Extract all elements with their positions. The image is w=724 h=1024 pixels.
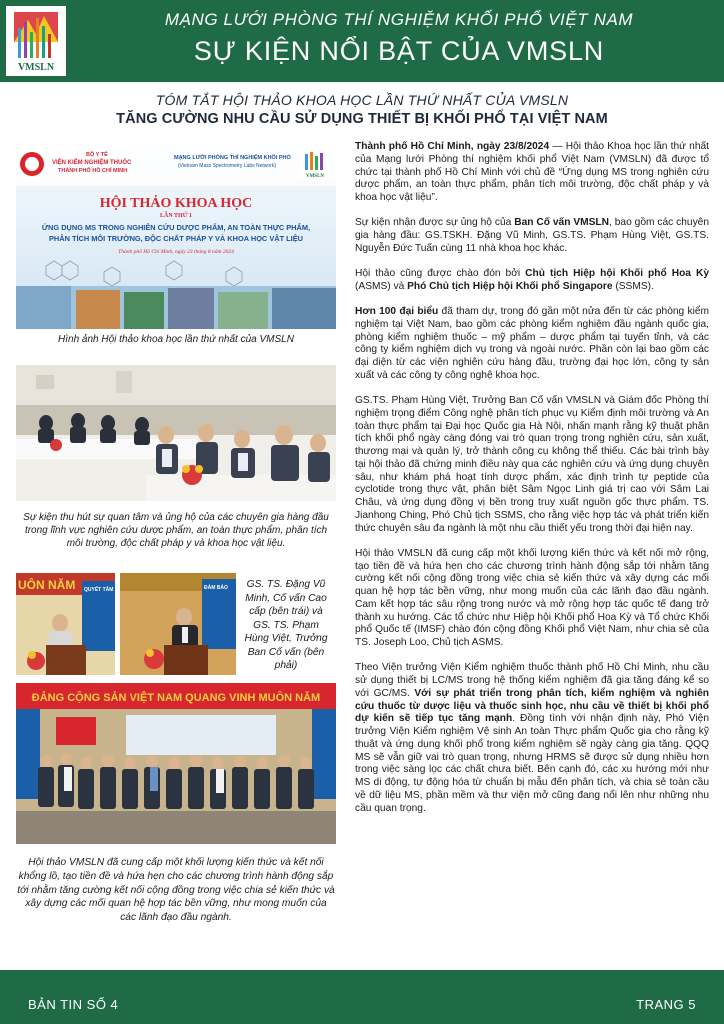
network-name: MẠNG LƯỚI PHÒNG THÍ NGHIỆM KHỐI PHỔ VIỆT NAM	[164, 10, 634, 29]
svg-text:LẦN THỨ 1: LẦN THỨ 1	[159, 213, 193, 219]
page-header	[0, 0, 724, 82]
group-scene	[16, 683, 336, 844]
svg-text:QUYẾT TÂM: QUYẾT TÂM	[84, 587, 114, 593]
paragraph-advisory-board: Sự kiện nhận được sự ủng hộ của Ban Cố vấn VMSLN, bao gồm các chuyên gia hàng đầu: GS.TSKH. Đặng Vũ Minh, GS.TS. Phạm Hùng Việt, GS.TS. Nguyễn Đức Tuấn cùng 11 nhà khoa học khác.	[355, 217, 710, 254]
svg-text:VIỆN KIỂM NGHIỆM THUỐC: VIỆN KIỂM NGHIỆM THUỐC	[52, 160, 132, 166]
paragraph-attendance: Hơn 100 đại biểu đã tham dự, trong đó gần một nửa đến từ các phòng kiểm nghiệm tại Việt Nam, bao gồm các phòng kiểm nghiệm đầu ngành quốc gia, phòng kiểm nghiệm thuốc – mỹ phẩm – dược phẩm tại tuyến tỉnh, và các công ty kiểm nghiệm dịch vụ trong và ngoài nước. Phần còn lại bao gồm các đại diện từ các viện nghiên cứu hàng đầu, trường đại học lớn, công ty sản xuất và các công ty công nghệ khoa học.	[355, 306, 709, 381]
issue-number: BẢN TIN SỐ 4	[28, 997, 119, 1012]
poster-graphic	[16, 146, 336, 329]
svg-text:THÀNH PHỐ HỒ CHÍ MINH: THÀNH PHỐ HỒ CHÍ MINH	[58, 168, 128, 174]
article-kicker: TÓM TẮT HỘI THẢO KHOA HỌC LẦN THỨ NHẤT CỦA VMSLN	[155, 92, 569, 108]
page-number: TRANG 5	[636, 997, 696, 1012]
speaker-photo-left	[16, 573, 115, 675]
svg-text:BỘ Y TẾ: BỘ Y TẾ	[86, 152, 108, 158]
article-body	[355, 141, 709, 828]
svg-text:VMSLN: VMSLN	[17, 62, 55, 73]
caption-audience: Sự kiện thu hút sự quan tâm và ủng hộ của các chuyên gia hàng đầu trong lĩnh vực nghiên cứu dược phẩm, an toàn thực phẩm, phân tích môi trường, độc chất pháp y và khoa học vật liệu.	[23, 512, 329, 549]
vmsln-logo-icon	[6, 6, 66, 76]
audience-photo	[16, 365, 336, 501]
svg-text:PHÂN TÍCH MÔI TRƯỜNG, ĐỘC CHẤT: PHÂN TÍCH MÔI TRƯỜNG, ĐỘC CHẤT PHÁP Y VÀ KHOA HỌC VẬT LIỆU	[48, 234, 304, 243]
article-heading	[10, 92, 714, 127]
svg-text:ĐẢNG CỘNG SẢN VIỆT NAM QUANG V: ĐẢNG CỘNG SẢN VIỆT NAM QUANG VINH MUÔN NĂM	[31, 692, 321, 704]
paragraph-intro: Thành phố Hồ Chí Minh, ngày 23/8/2024 — Hội thảo Khoa học lần thứ nhất của Mạng lưới Phòng thí nghiệm khối phổ Việt Nam (VMSLN) đã được tổ chức tại thành phố Hồ Chí Minh với chủ đề “Ứng dụng MS trong nghiên cứu dược phẩm, an toàn thực phẩm, phân tích môi trường, độc chất pháp y và khoa học vật liệu”.	[355, 141, 709, 203]
caption-poster: Hình ảnh Hội thảo khoa học lần thứ nhất của VMSLN	[58, 334, 294, 345]
svg-text:ỨNG DỤNG MS TRONG NGHIÊN CỨU D: ỨNG DỤNG MS TRONG NGHIÊN CỨU DƯỢC PHẨM, AN TOÀN THỰC PHẨM,	[41, 223, 311, 232]
caption-speakers: GS. TS. Đặng Vũ Minh, Cố vấn Cao cấp (bên trái) và GS. TS. Phạm Hùng Việt, Trưởng Ban Cố vấn (bên phải)	[244, 579, 328, 671]
svg-text:Thành phố Hồ Chí Minh, ngày 23: Thành phố Hồ Chí Minh, ngày 23 tháng 8 năm 2024	[118, 249, 234, 255]
caption-group: Hội thảo VMSLN đã cung cấp một khối lượng kiến thức và kết nối khổng lồ, tạo tiền đề và hứa hẹn cho các chương trình hành động sắp tới nhằm tăng cường kết nối cộng đồng trong việc chia sẻ kiến thức và xây dựng các mối quan hệ hợp tác bền vững, như mong muốn của các lãnh đạo đầu ngành.	[17, 857, 335, 924]
page-footer	[0, 970, 724, 1024]
svg-text:MẠNG LƯỚI PHÒNG THÍ NGHIỆM KHỐ: MẠNG LƯỚI PHÒNG THÍ NGHIỆM KHỐI PHỔ	[174, 155, 291, 161]
speaker-photo-right	[120, 573, 236, 675]
speaker-left-scene	[16, 573, 115, 675]
paragraph-guests: Hội thảo cũng được chào đón bởi Chủ tịch Hiệp hội Khối phổ Hoa Kỳ (ASMS) và Phó Chủ tịch Hiệp hội Khối phổ Singapore (SSMS).	[355, 268, 709, 292]
article-title: TĂNG CƯỜNG NHU CẦU SỬ DỤNG THIẾT BỊ KHỐI PHỔ TẠI VIỆT NAM	[116, 111, 608, 127]
svg-text:(Vietnam Mass Spectrometry Lab: (Vietnam Mass Spectrometry Labs Network)	[178, 163, 276, 169]
group-photo	[16, 683, 336, 844]
speaker-right-scene	[120, 573, 236, 675]
paragraph-demand: Theo Viện trưởng Viện Kiểm nghiệm thuốc thành phố Hồ Chí Minh, nhu cầu sử dụng thiết bị LC/MS trong hệ thống kiểm nghiệm đã gia tăng đáng kể so với GC/MS. Với sự phát triển trong phân tích, kiểm nghiệm và nghiên cứu thuốc từ dược liệu và thuốc sinh học, nhu cầu về thiết bị khối phổ dự kiến sẽ tiếp tục tăng mạnh. Đồng tình với nhận định này, Phó Viện trưởng Viện Kiểm nghiệm Vệ sinh An toàn Thực phẩm Quốc gia cho rằng kỹ thuật và ứng dụng khối phổ trong kiểm nghiệm sẽ ngày càng gia tăng. QQQ MS sẽ vẫn giữ vai trò quan trọng, nhưng HRMS sẽ được sử dụng nhiều hơn trong việc sàng lọc các chất chưa biết. Bên cạnh đó, các xu hướng mới như MS di động, tự động hóa từ chuẩn bị mẫu đến phân tích, và chia sẻ toàn cầu về dữ liệu MS, phần mềm và thư viện mở cũng đang nổi lên như những nhu cầu quan trọng.	[355, 662, 709, 814]
paragraph-keynote: GS.TS. Phạm Hùng Việt, Trưởng Ban Cố vấn VMSLN và Giám đốc Phòng thí nghiệm trọng điểm Công nghệ phân tích phục vụ Kiểm định môi trường và An toàn thực phẩm tại Đại học Quốc gia Hà Nội, nhấn mạnh rằng kỹ thuật phân tích khối phổ ngày càng đóng vai trò quan trọng trong nghiên cứu, sản xuất, thương mại và quản lý, trở thành công cụ không thể thiếu. Các bài trình bày tại hội thảo đã chứng minh điều này qua các nghiên cứu và ứng dụng chuyên sâu, như khám phá hoạt tính dược phẩm, xác định trình tự peptide của cyclotide trong thực vật, phân biệt Sâm Ngọc Linh giá trị cao với Sâm Lai Châu, và ứng dụng đồng vị bền trong truy xuất nguồn gốc thực phẩm. TS. Jianhong Ching, Phó Chủ tịch SSMS, cho rằng việc hợp tác và phát triển kiến thức chuyên sâu đa ngành là một nhu cầu thiết yếu trong thời đại hiện nay.	[355, 395, 709, 534]
svg-text:VMSLN: VMSLN	[305, 174, 325, 179]
section-title: SỰ KIỆN NỔI BẬT CỦA VMSLN	[193, 36, 605, 66]
svg-text:UÔN NĂM: UÔN NĂM	[18, 578, 76, 592]
svg-text:HỘI THẢO KHOA HỌC: HỘI THẢO KHOA HỌC	[99, 196, 253, 211]
paragraph-outcome: Hội thảo VMSLN đã cung cấp một khối lượng kiến thức và kết nối mở rộng, tạo tiền đề và hứa hẹn cho các chương trình hành động sắp tới nhằm tăng cường kết nối cộng đồng trong việc chia sẻ kiến thức và xây dựng các mối quan hệ hợp tác bền vững, như mong muốn của các lãnh đạo đầu ngành. Cam kết hợp tác sâu rộng trong nước và mở rộng hợp tác quốc tế đang trở thành xu hướng. Các tổ chức như Hiệp hội Khối phổ Hoa Kỳ và Tổ chức Khối phổ Quốc tế (IMSF) chào đón cộng đồng Khối phổ Việt Nam, như chia sẻ của TS. Joseph Loo, Chủ tịch ASMS.	[355, 547, 709, 648]
svg-text:ĐẢM BẢO: ĐẢM BẢO	[204, 585, 228, 591]
event-poster-photo	[16, 146, 336, 329]
vmsln-logo	[6, 6, 66, 76]
audience-scene	[16, 365, 336, 501]
